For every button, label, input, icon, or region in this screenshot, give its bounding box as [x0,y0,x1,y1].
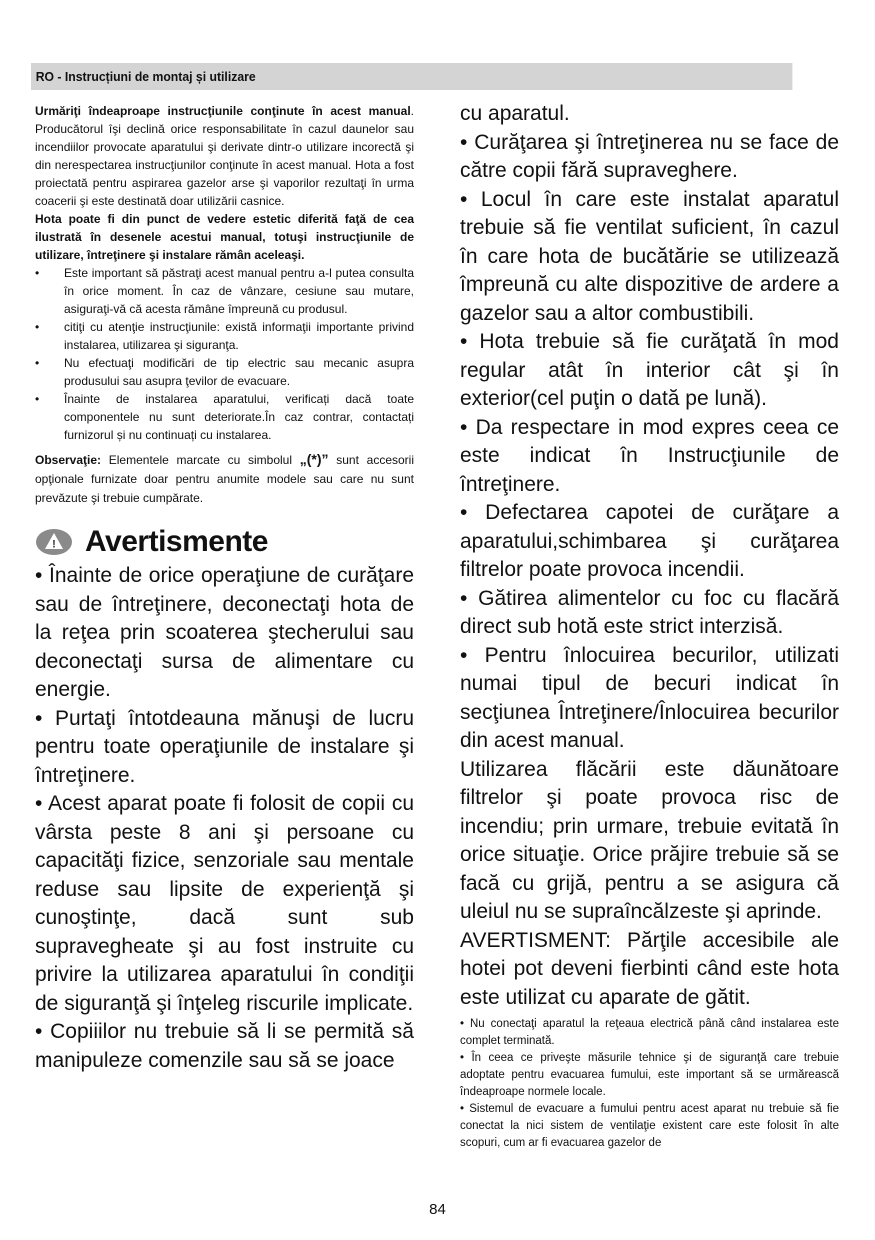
design-note-paragraph [35,210,414,264]
safety-bullet-list [35,264,414,444]
list-item: • citiţi cu atenţie instrucţiunile: există informaţii importante privind instalarea, utilizarea şi siguranţa. [35,318,414,354]
installation-notes [460,1016,839,1152]
warning-paragraph: • Înainte de orice operaţiune de curăţare sau de întreţinere, deconectaţi hota de la reţea prin scoaterea ştecherului sau deconectaţi sursa de alimentare cu energie. [35,564,414,701]
list-item: • Este important să păstraţi acest manual pentru a-l putea consulta în orice moment. În caz de vânzare, cesiune sau mutare, asiguraţi-vă că acesta rămâne împreună cu produsul. [35,264,414,318]
warning-paragraph: Utilizarea flăcării este dăunătoare filtrelor şi poate provoca risc de incendiu; prin urmare, trebuie evitată în orice situaţie. Orice prăjire trebuie să se facă cu grijă, pentru a se asigura că uleiul nu se supraîncălzeste şi aprinde. [460,757,839,923]
list-item: • Nu efectuaţi modificări de tip electric sau mecanic asupra produsului sau asupra ţevilor de evacuare. [35,354,414,390]
warnings-title: Avertismente [85,525,268,558]
warning-paragraph: • Defectarea capotei de curăţare a aparatului,schimbarea şi curăţarea filtrelor poate provoca incendii. [460,501,839,581]
observation-text: sunt accesorii opţionale furnizate doar pentru anumite modele sau care nu sunt prevăzute şi trebuie cumpărate. [35,453,414,505]
design-note-text: Hota poate fi din punct de vedere estetic diferită faţă de cea ilustrată în desenele acestui manual, totuşi instrucţiunile de utilizare, întreţinere şi instalare rămân aceleaşi. [35,212,414,262]
intro-bold-text: Urmăriţi îndeaproape instrucţiunile conţinute în acest manual [35,104,411,118]
warning-paragraph: • Acest aparat poate fi folosit de copii cu vârsta peste 8 ani şi persoane cu capacităţi fizice, senzoriale sau mentale reduse sau lipsite de experienţă şi cunoştinţe, dacă sunt sub supravegheate şi au fost instruite cu privire la utilizarea aparatului în condiţii de siguranţă şi înţeleg riscurile implicate. [35,792,414,1015]
right-column [460,100,839,1152]
warning-paragraph: • Da respectare in mod expres ceea ce este indicat în Instrucţiunile de întreţinere. [460,415,839,496]
warning-paragraph: • Gătirea alimentelor cu foc cu flacără direct sub hotă este strict interzisă. [460,586,839,638]
warning-icon [35,528,73,556]
warnings-text-right [460,100,839,1012]
intro-paragraph [35,102,414,210]
warning-icon-glyph: ! [52,538,56,551]
list-item: • Înainte de instalarea aparatului, verificați dacă toate componentele nu sunt deteriorate.În caz contrar, contactați furnizorul și nu continuați cu instalarea. [35,390,414,444]
warning-paragraph: • Copiiilor nu trebuie să li se permită să manipuleze comenzile sau să se joace [35,1020,414,1072]
left-column [35,102,414,1075]
section-header-title: RO - Instrucțiuni de montaj și utilizare [35,69,256,84]
warning-paragraph: • Hota trebuie să fie curăţată în mod regular atât în interior cât şi în exterior(cel puţin o dată pe lună). [460,330,839,410]
page-number: 84 [429,1201,446,1218]
note-paragraph: • Sistemul de evacuare a fumului pentru acest aparat nu trebuie să fie conectat la nici sistem de ventilaţie existent care este folosit în alte scopuri, cum ar fi evacuarea gazelor de [460,1103,839,1149]
optional-symbol: „(*)” [299,451,329,467]
warning-paragraph: • Pentru înlocuirea becurilor, utilizati numai tipul de becuri indicat în secţiunea Întreţinere/Înlocuirea becurilor din acest manual. [460,643,839,752]
observation-text: Elementele marcate cu simbolul [101,453,300,467]
intro-text: . Producătorul îşi declină orice responsabilitate în cazul daunelor sau incendiilor provocate aparatului şi derivate dintr-o utilizare incorectă şi din nerespectarea instrucţiunilor conţinute în acest manual. Hota a fost proiectată pentru aspirarea gazelor arse şi vaporilor rezultaţi în urma coacerii şi este destinată doar utilizării casnice. [35,104,414,208]
warning-paragraph: • Curăţarea şi întreţinerea nu se face de către copii fără supraveghere. [460,130,839,182]
observation-label: Observaţie: [35,453,102,467]
warnings-heading [35,522,414,562]
warning-paragraph: AVERTISMENT: Părţile accesibile ale hotei pot deveni fierbinti când este hota este utilizat cu aparate de gătit. [460,928,839,1009]
warnings-text-left [35,562,414,1075]
warning-paragraph: • Purtaţi întotdeauna mănuşi de lucru pentru toate operaţiunile de instalare şi întreţinere. [35,706,414,787]
warning-paragraph: • Locul în care este instalat aparatul trebuie să fie ventilat suficient, în cazul în care hota de bucătărie se utilizează împreună cu alte dispozitive de ardere a gazelor sau a altor combustibili. [460,187,839,325]
note-paragraph: • Nu conectaţi aparatul la reţeaua electrică până când instalarea este complet terminată. [460,1018,839,1047]
note-paragraph: • În ceea ce priveşte măsurile tehnice şi de siguranţă care trebuie adoptate pentru evacuarea fumului, este important să se urmărească îndeaproape normele locale. [460,1052,839,1098]
section-header [31,63,792,90]
observation-paragraph [35,450,414,508]
warning-paragraph: cu aparatul. [460,102,570,125]
